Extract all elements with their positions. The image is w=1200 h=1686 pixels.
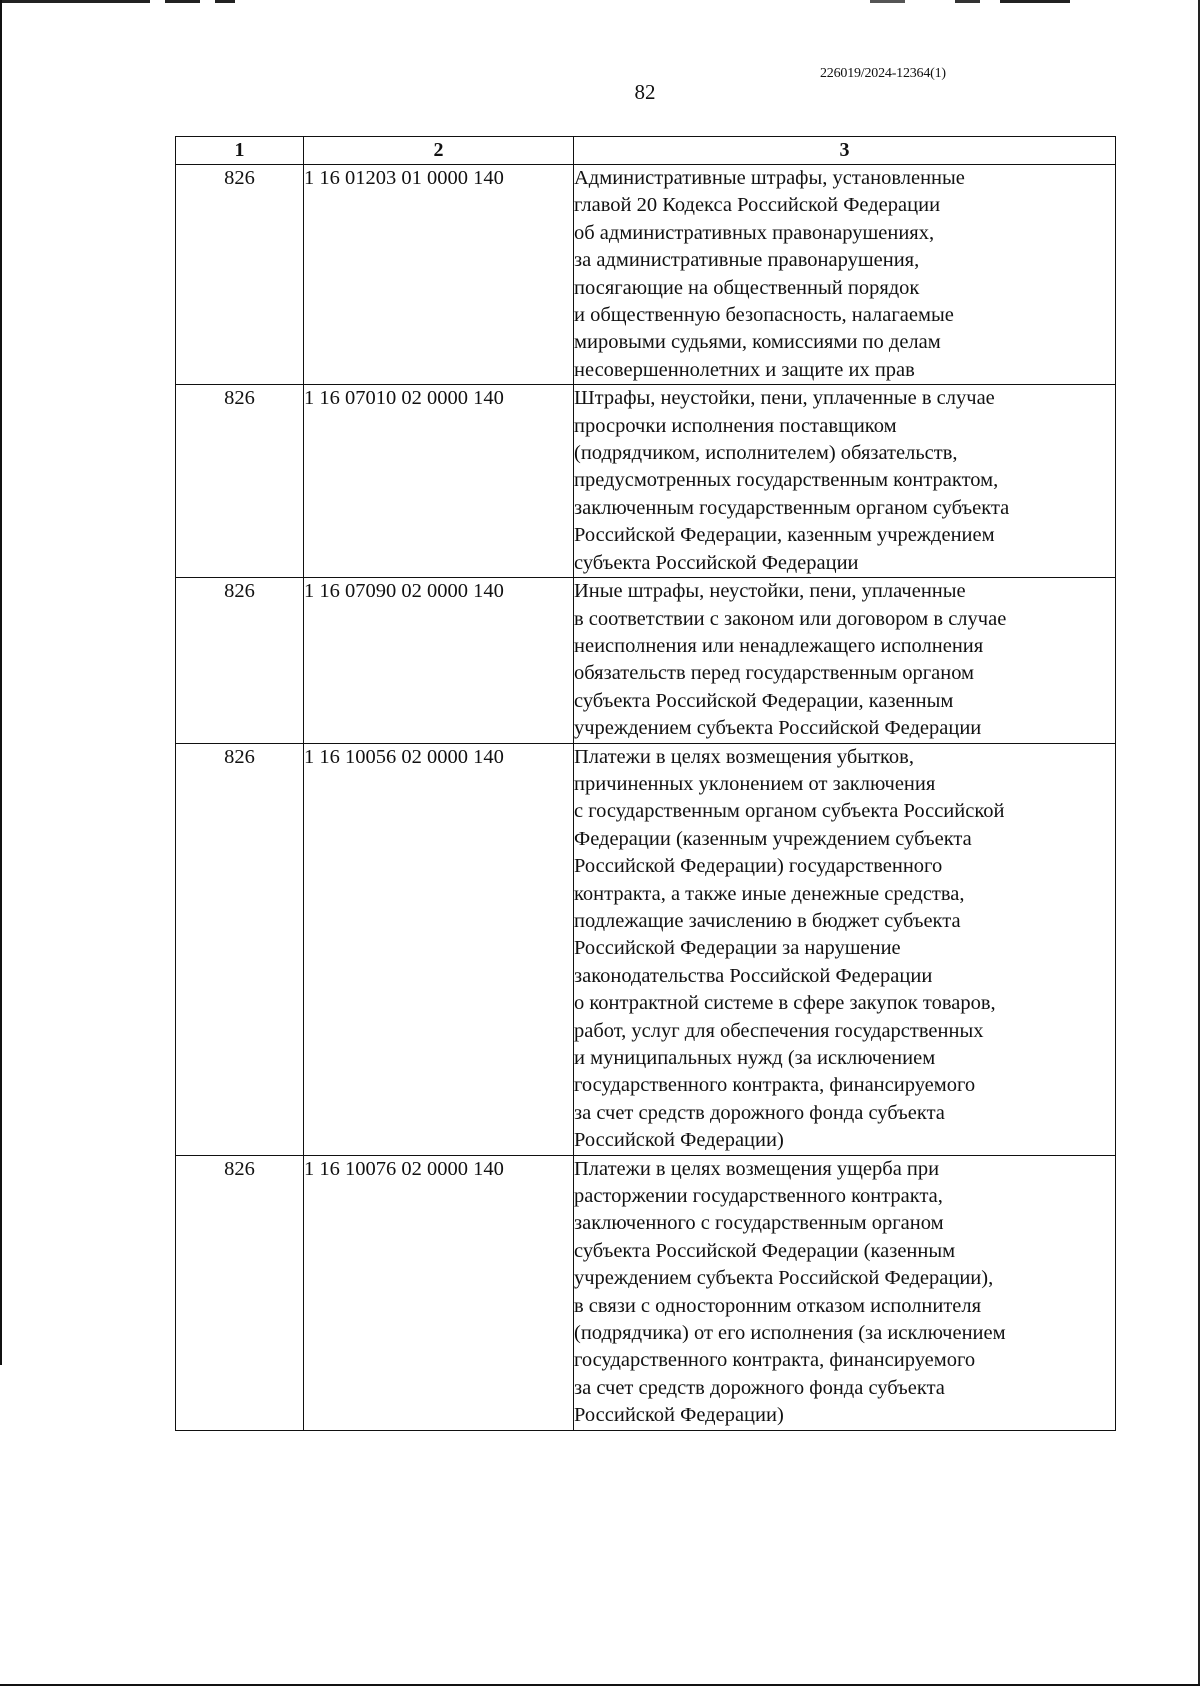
budget-codes-table [175, 136, 1116, 1431]
table-row [176, 1155, 1116, 1430]
admin-code-cell: 826 [176, 165, 304, 385]
description-line: государственного контракта, финансируемого [574, 1349, 976, 1372]
table-row [176, 578, 1116, 743]
description-line: о контрактной системе в сфере закупок товаров, [574, 992, 996, 1015]
description-line: предусмотренных государственным контрактом, [574, 469, 999, 492]
description-line: учреждением субъекта Российской Федерации [574, 717, 982, 740]
description-line: неисполнения или ненадлежащего исполнения [574, 634, 984, 657]
description-line: субъекта Российской Федерации (казенным [574, 1239, 956, 1262]
description-line: контракта, а также иные денежные средства, [574, 882, 965, 905]
description-line: в соответствии с законом или договором в случае [574, 607, 1007, 630]
description-line: мировыми судьями, комиссиями по делам [574, 331, 941, 354]
description-line: Российской Федерации) [574, 1404, 784, 1427]
description-line: законодательства Российской Федерации [574, 964, 933, 987]
table-row [176, 385, 1116, 578]
column-header-1: 1 [176, 137, 304, 165]
description-line: Российской Федерации) государственного [574, 855, 943, 878]
description-line: учреждением субъекта Российской Федерации), [574, 1267, 994, 1290]
description-line: главой 20 Кодекса Российской Федерации [574, 194, 941, 217]
table-body [176, 165, 1116, 1431]
revenue-description-cell [574, 743, 1116, 1155]
budget-classification-code-cell: 1 16 07010 02 0000 140 [304, 385, 574, 578]
description-line: причиненных уклонением от заключения [574, 772, 936, 795]
table-row [176, 743, 1116, 1155]
document-id: 226019/2024-12364(1) [820, 66, 946, 81]
scan-edge-left [0, 0, 2, 1365]
description-line: и муниципальных нужд (за исключением [574, 1047, 936, 1069]
description-line: за счет средств дорожного фонда субъекта [574, 1101, 945, 1124]
description-line: Российской Федерации) [574, 1129, 784, 1152]
column-header-3: 3 [574, 137, 1116, 165]
description-line: в связи с односторонним отказом исполнителя [574, 1294, 982, 1317]
description-line: Платежи в целях возмещения убытков, [574, 745, 914, 768]
page-number: 82 [634, 80, 656, 104]
description-line: Административные штрафы, установленные [574, 167, 965, 189]
revenue-description-cell [574, 165, 1116, 385]
admin-code-cell: 826 [176, 1155, 304, 1430]
column-header-2: 2 [304, 137, 574, 165]
description-line: обязательств перед государственным органом [574, 662, 975, 685]
description-line: об административных правонарушениях, [574, 221, 935, 244]
description-line: расторжении государственного контракта, [574, 1185, 943, 1208]
admin-code-cell: 826 [176, 578, 304, 743]
description-line: за счет средств дорожного фонда субъекта [574, 1376, 945, 1399]
description-line: субъекта Российской Федерации [574, 551, 859, 574]
description-line: и общественную безопасность, налагаемые [574, 304, 954, 327]
table-row [176, 165, 1116, 385]
budget-classification-code-cell: 1 16 10076 02 0000 140 [304, 1155, 574, 1430]
description-line: с государственным органом субъекта Российской [574, 800, 1005, 823]
description-line: несовершеннолетних и защите их прав [574, 358, 915, 381]
description-line: (подрядчика) от его исполнения (за исключением [574, 1322, 1006, 1345]
description-line: субъекта Российской Федерации, казенным [574, 689, 954, 712]
budget-classification-code-cell: 1 16 10056 02 0000 140 [304, 743, 574, 1155]
description-line: государственного контракта, финансируемого [574, 1074, 976, 1097]
description-line: заключенного с государственным органом [574, 1212, 944, 1235]
description-line: (подрядчиком, исполнителем) обязательств, [574, 442, 958, 465]
table-header-row [176, 137, 1116, 165]
revenue-description-cell [574, 578, 1116, 743]
description-line: просрочки исполнения поставщиком [574, 414, 897, 437]
description-line: Платежи в целях возмещения ущерба при [574, 1157, 940, 1180]
admin-code-cell: 826 [176, 385, 304, 578]
description-line: Российской Федерации за нарушение [574, 937, 901, 960]
description-line: работ, услуг для обеспечения государственных [574, 1019, 984, 1042]
description-line: Иные штрафы, неустойки, пени, уплаченные [574, 580, 966, 603]
scan-edge-top [0, 0, 1200, 3]
revenue-description-cell [574, 385, 1116, 578]
description-line: Федерации (казенным учреждением субъекта [574, 827, 972, 850]
description-line: подлежащие зачислению в бюджет субъекта [574, 909, 961, 932]
budget-classification-code-cell: 1 16 01203 01 0000 140 [304, 165, 574, 385]
admin-code-cell: 826 [176, 743, 304, 1155]
revenue-description-cell [574, 1155, 1116, 1430]
description-line: посягающие на общественный порядок [574, 276, 920, 299]
description-line: Российской Федерации, казенным учреждением [574, 524, 995, 547]
description-line: заключенным государственным органом субъекта [574, 496, 1010, 519]
budget-classification-code-cell: 1 16 07090 02 0000 140 [304, 578, 574, 743]
description-line: за административные правонарушения, [574, 249, 920, 272]
description-line: Штрафы, неустойки, пени, уплаченные в случае [574, 387, 995, 410]
